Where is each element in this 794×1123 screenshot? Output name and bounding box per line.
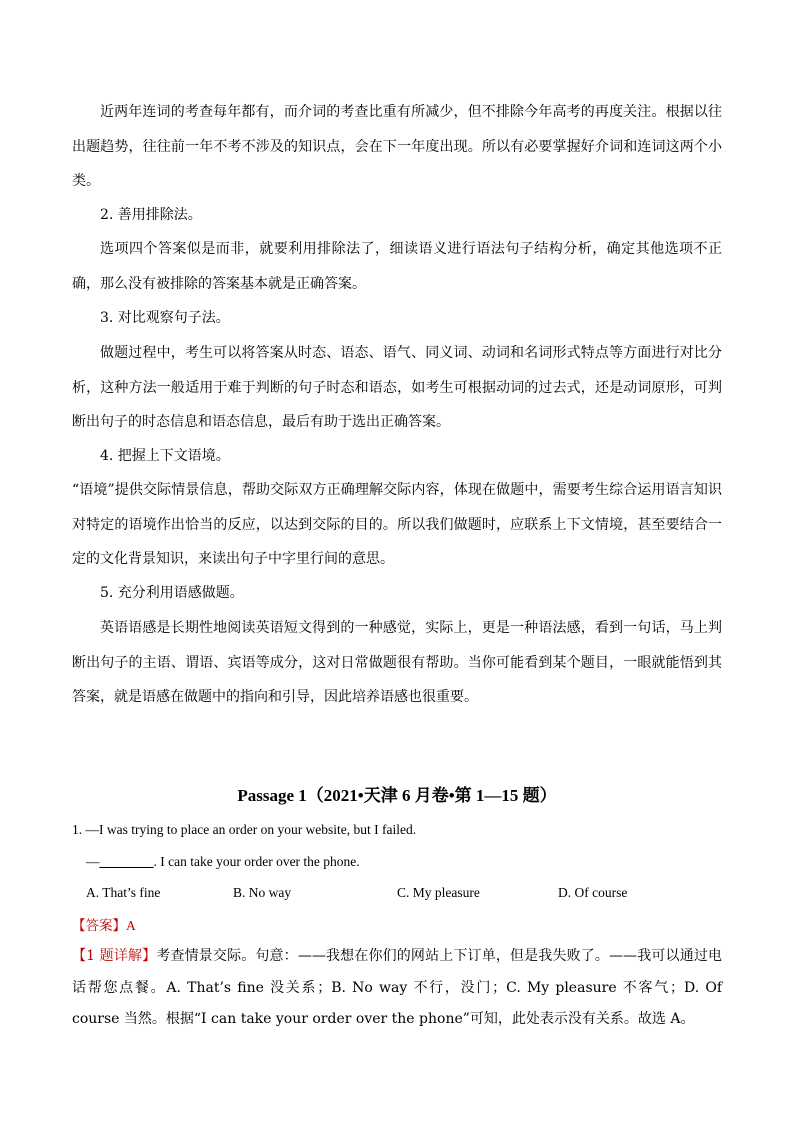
tip-heading-language-sense: 5. 充分利用语感做题。: [100, 585, 244, 601]
option-a: A. That’s fine: [86, 885, 161, 900]
paragraph-conjunctions: 近两年连词的考查每年都有，而介词的考查比重有所减少，但不排除今年高考的再度关注。根据以往出题趋势，往往前一年不考不涉及的知识点，会在下一年度出现。所以有必要掌握好介词和连词这两个小类。: [72, 104, 722, 189]
option-d: D. Of course: [558, 885, 628, 900]
paragraph-language-sense: 英语语感是长期性地阅读英语短文得到的一种感觉，实际上，更是一种语法感，看到一句话，马上判断出句子的主语、谓语、宾语等成分，这对日常做题很有帮助。当你可能看到某个题目，一眼就能悟到其答案，就是语感在做题中的指向和引导，因此培养语感也很重要。: [72, 620, 722, 705]
tip-heading-compare: 3. 对比观察句子法。: [100, 310, 230, 326]
paragraph-elimination: 选项四个答案似是而非，就要利用排除法了，细读语义进行语法句子结构分析，确定其他选项不正确，那么没有被排除的答案基本就是正确答案。: [72, 241, 722, 292]
paragraph-context: “语境”提供交际情景信息，帮助交际双方正确理解交际内容，体现在做题中，需要考生综合运用语言知识对特定的语境作出恰当的反应，以达到交际的目的。所以我们做题时，应联系上下文情境，甚至要结合一定的文化背景知识，来读出句子中字里行间的意思。: [72, 482, 722, 567]
paragraph-compare: 做题过程中，考生可以将答案从时态、语态、语气、同义词、动词和名词形式特点等方面进行对比分析，这种方法一般适用于难于判断的句子时态和语态，如考生可根据动词的过去式，还是动词原形，可判断出句子的时态信息和语态信息，最后有助于选出正确答案。: [72, 345, 722, 430]
tip-heading-elimination: 2. 善用排除法。: [100, 207, 202, 223]
question-1-reply: [86, 852, 736, 872]
tip-heading-context: 4. 把握上下文语境。: [100, 448, 230, 464]
answer-label: 【答案】: [72, 918, 126, 933]
question-1-options: [72, 883, 722, 903]
passage-title: Passage 1（2021•天津 6 月卷•第 1—15 题）: [237, 786, 557, 805]
answer-blank: ________: [99, 854, 154, 869]
answer-line: [72, 910, 722, 942]
answer-value: A: [126, 918, 136, 933]
question-1-stem: 1. —I was trying to place an order on your website, but I failed.: [72, 822, 417, 837]
detail-text: 考查情景交际。句意：——我想在你们的网站上下订单，但是我失败了。——我可以通过电话帮您点餐。A. That’s fine 没关系；B. No way 不行，没门；C. My pleasure 不客气；D. Of course 当然。根据“I can take your order over the phone”可知，此处表示没有关系。故选 A。: [72, 948, 723, 1027]
reply-dash: —: [86, 854, 100, 869]
reply-text: . I can take your order over the phone.: [153, 854, 360, 869]
answer-detail: [72, 941, 722, 1036]
option-c: C. My pleasure: [397, 885, 480, 900]
option-b: B. No way: [233, 885, 292, 900]
detail-label: 【1 题详解】: [72, 948, 157, 964]
